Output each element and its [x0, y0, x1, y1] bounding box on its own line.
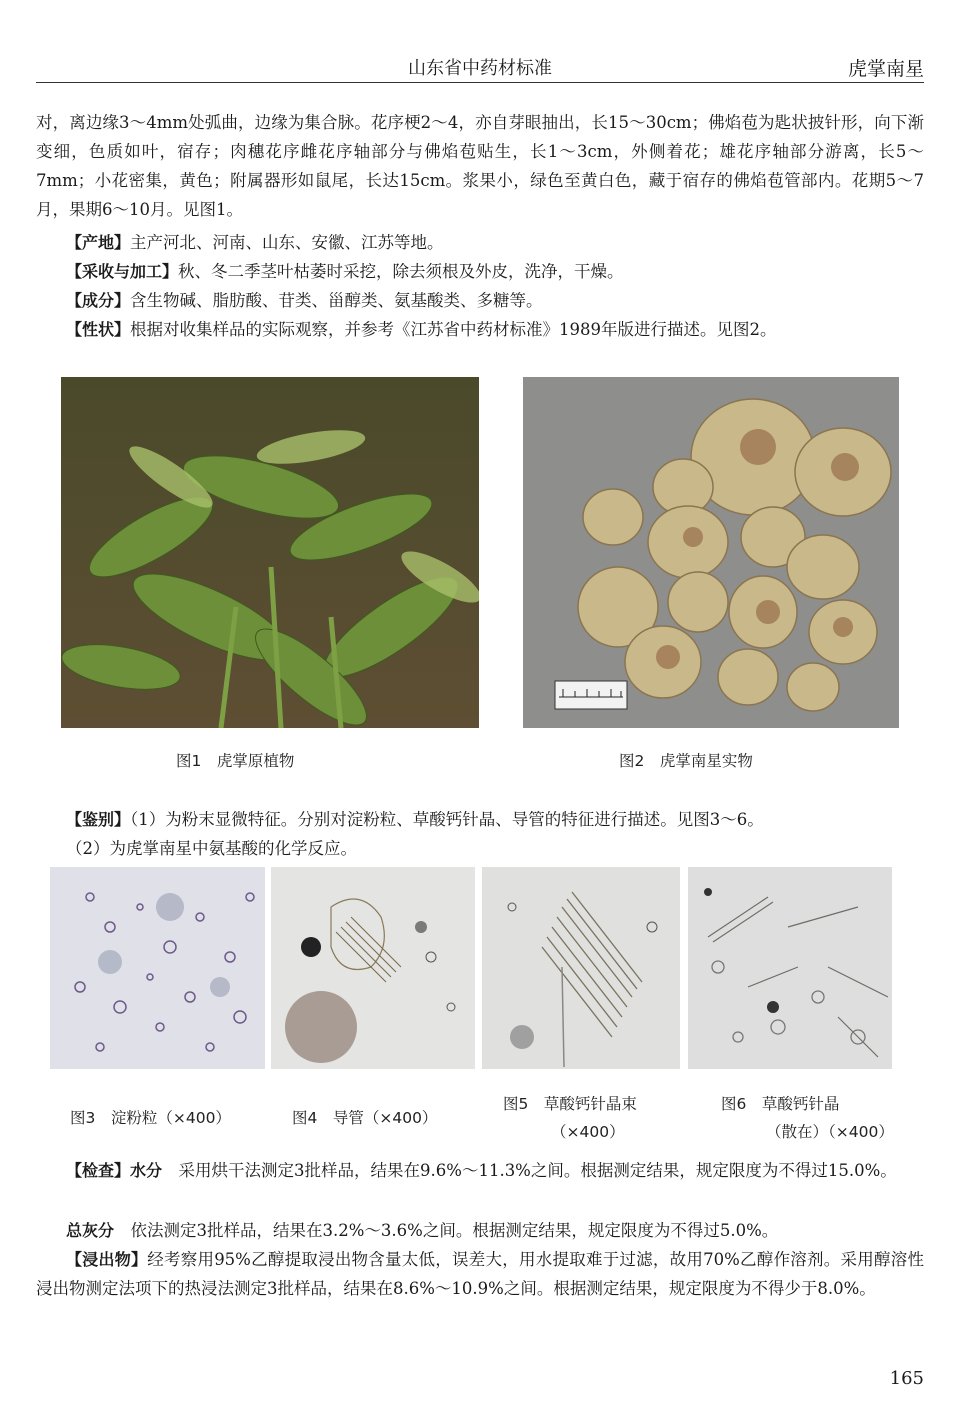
figure-3-starch-micrograph	[50, 867, 265, 1069]
vessel-illustration	[271, 867, 475, 1069]
figure-1-plant-photo	[61, 377, 479, 728]
figure-2-caption: 图2 虎掌南星实物	[619, 752, 753, 770]
figure-6-caption-line-1: 图6 草酸钙针晶	[721, 1095, 840, 1113]
origin-paragraph	[36, 228, 924, 257]
extract-text: 经考察用95%乙醇提取浸出物含量太低，误差大，用水提取难于过滤，故用70%乙醇作溶剂。采用醇溶性浸出物测定法项下的热浸法测定3批样品，结果在8.6%～10.9%之间。根据测定结果，规定限度为不得少于8.0%。	[36, 1250, 924, 1298]
tubers-illustration	[523, 377, 899, 728]
extract-paragraph	[36, 1245, 924, 1303]
book-title: 山东省中药材标准	[408, 58, 552, 79]
scattered-raphides-illustration	[688, 867, 892, 1069]
page-number: 165	[889, 1368, 924, 1389]
character-text: 根据对收集样品的实际观察，并参考《江苏省中药材标准》1989年版进行描述。见图2。	[130, 320, 777, 339]
origin-label: 【产地】	[66, 233, 131, 252]
figure-4-vessel-micrograph	[271, 867, 475, 1069]
entry-name: 虎掌南星	[847, 58, 924, 80]
components-paragraph	[36, 286, 924, 315]
identify-paragraph	[36, 805, 924, 834]
plant-illustration	[61, 377, 479, 728]
moisture-paragraph	[36, 1156, 924, 1185]
harvest-text: 秋、冬二季茎叶枯萎时采挖，除去须根及外皮，洗净，干燥。	[178, 262, 624, 281]
components-text: 含生物碱、脂肪酸、苷类、甾醇类、氨基酸类、多糖等。	[130, 291, 543, 310]
moisture-label: 水分	[130, 1161, 163, 1180]
harvest-label: 【采收与加工】	[66, 262, 179, 281]
figure-5-caption-line-2: （×400）	[551, 1123, 625, 1141]
figure-5-caption-line-1: 图5 草酸钙针晶束	[503, 1095, 637, 1113]
character-paragraph	[36, 315, 924, 344]
harvest-paragraph	[36, 257, 924, 286]
ash-paragraph	[36, 1216, 924, 1245]
ash-label: 总灰分	[66, 1221, 115, 1240]
origin-text: 主产河北、河南、山东、安徽、江苏等地。	[130, 233, 444, 252]
figure-1-caption: 图1 虎掌原植物	[176, 752, 295, 770]
check-label: 【检查】	[66, 1161, 131, 1180]
identify-paragraph-2: （2）为虎掌南星中氨基酸的化学反应。	[66, 839, 357, 858]
identify-text-1: （1）为粉末显微特征。分别对淀粉粒、草酸钙针晶、导管的特征进行描述。见图3～6。	[130, 810, 764, 829]
starch-grains-illustration	[50, 867, 265, 1069]
figure-6-caption-line-2: （散在）（×400）	[766, 1123, 894, 1141]
components-label: 【成分】	[66, 291, 131, 310]
extract-label: 【浸出物】	[66, 1250, 148, 1269]
character-label: 【性状】	[66, 320, 131, 339]
figure-5-crystal-bundle-micrograph	[482, 867, 680, 1069]
running-header	[36, 52, 924, 83]
identify-label: 【鉴别】	[66, 810, 131, 829]
raphide-bundle-illustration	[482, 867, 680, 1069]
moisture-text: 采用烘干法测定3批样品，结果在9.6%～11.3%之间。根据测定结果，规定限度为不得过15.0%。	[178, 1161, 897, 1180]
ash-text: 依法测定3批样品，结果在3.2%～3.6%之间。根据测定结果，规定限度为不得过5.0%。	[130, 1221, 779, 1240]
figure-3-caption: 图3 淀粉粒（×400）	[70, 1109, 231, 1127]
figure-2-tuber-photo	[523, 377, 899, 728]
figure-4-caption: 图4 导管（×400）	[292, 1109, 438, 1127]
figure-6-scattered-crystals-micrograph	[688, 867, 892, 1069]
intro-paragraph: 对，离边缘3～4mm处弧曲，边缘为集合脉。花序梗2～4，亦自芽眼抽出，长15～30cm；佛焰苞为匙状披针形，向下渐变细，色质如叶，宿存；肉穗花序雌花序轴部分与佛焰苞贴生，长1～3cm，外侧着花；雄花序轴部分游离，长5～7mm；小花密集，黄色；附属器形如鼠尾，长达15cm。浆果小，绿色至黄白色，藏于宿存的佛焰苞管部内。花期5～7月，果期6～10月。见图1。	[36, 113, 924, 219]
